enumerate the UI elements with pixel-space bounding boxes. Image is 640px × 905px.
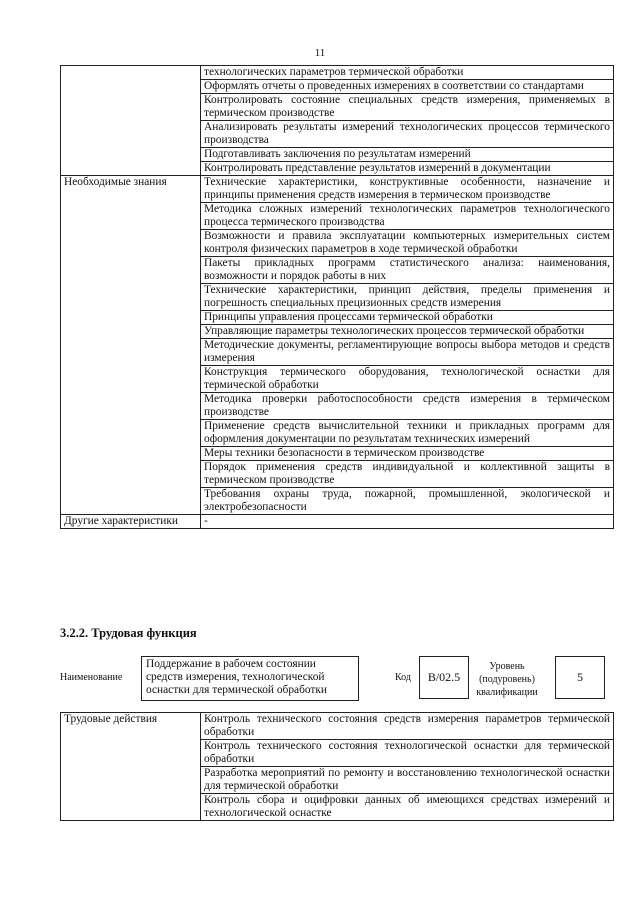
qualification-level-box: 5 — [555, 656, 605, 699]
knowledge-item: Методические документы, регламентирующие вопросы выбора методов и средств измерения — [201, 339, 614, 366]
page-number: 11 — [314, 47, 326, 59]
skill-item: Оформлять отчеты о проведенных измерениях в соответствии со стандартами — [201, 80, 614, 94]
knowledge-item: Требования охраны труда, пожарной, промышленной, экологической и электробезопасности — [201, 488, 614, 515]
other-characteristics-value: - — [201, 515, 614, 529]
other-characteristics-label: Другие характеристики — [61, 515, 201, 529]
skill-item: Контролировать представление результатов измерений в документации — [201, 162, 614, 176]
skill-item: Подготавливать заключения по результатам измерений — [201, 148, 614, 162]
knowledge-item: Порядок применения средств индивидуальной и коллективной защиты в термическом производстве — [201, 461, 614, 488]
table1-empty-label-cell — [61, 66, 201, 176]
skill-item: технологических параметров термической обработки — [201, 66, 614, 80]
knowledge-label: Необходимые знания — [61, 176, 201, 515]
knowledge-item: Принципы управления процессами термической обработки — [201, 311, 614, 325]
knowledge-item: Технические характеристики, конструктивные особенности, назначение и принципы применения средств измерения в термическом производстве — [201, 176, 614, 203]
knowledge-item: Методика проверки работоспособности средств измерения в термическом производстве — [201, 393, 614, 420]
name-label: Наименование — [60, 672, 123, 683]
code-label: Код — [395, 672, 411, 683]
action-item: Контроль сбора и оцифровки данных об имеющихся средствах измерений и технологической оснастке — [201, 794, 614, 821]
knowledge-item: Пакеты прикладных программ статистического анализа: наименования, возможности и порядок работы в них — [201, 257, 614, 284]
section-title: 3.2.2. Трудовая функция — [60, 626, 197, 640]
knowledge-item: Применение средств вычислительной техники и прикладных программ для оформления документации по результатам технических измерений — [201, 420, 614, 447]
action-item: Разработка мероприятий по ремонту и восстановлению технологической оснастки для термической обработки — [201, 767, 614, 794]
knowledge-item: Меры техники безопасности в термическом производстве — [201, 447, 614, 461]
knowledge-item: Конструкция термического оборудования, технологической оснастки для термической обработки — [201, 366, 614, 393]
action-item: Контроль технического состояния средств измерения параметров термической обработки — [201, 713, 614, 740]
function-name-box: Поддержание в рабочем состоянии средств измерения, технологической оснастки для термической обработки — [141, 656, 359, 701]
action-item: Контроль технического состояния технологической оснастки для термической обработки — [201, 740, 614, 767]
function-code-box: B/02.5 — [419, 656, 469, 699]
actions-label: Трудовые действия — [61, 713, 201, 821]
skills-knowledge-table — [60, 65, 614, 529]
knowledge-item: Возможности и правила эксплуатации компьютерных измерительных систем контроля физических параметров в ходе термической обработки — [201, 230, 614, 257]
knowledge-item: Методика сложных измерений технологических параметров технологического процесса термического производства — [201, 203, 614, 230]
skill-item: Контролировать состояние специальных средств измерения, применяемых в термическом производстве — [201, 94, 614, 121]
skill-item: Анализировать результаты измерений технологических процессов термического производства — [201, 121, 614, 148]
knowledge-item: Управляющие параметры технологических процессов термической обработки — [201, 325, 614, 339]
labor-actions-table — [60, 712, 614, 821]
qualification-level-label: Уровень (подуровень) квалификации — [476, 661, 538, 698]
knowledge-item: Технические характеристики, принцип действия, пределы применения и погрешность специальных прецизионных средств измерения — [201, 284, 614, 311]
